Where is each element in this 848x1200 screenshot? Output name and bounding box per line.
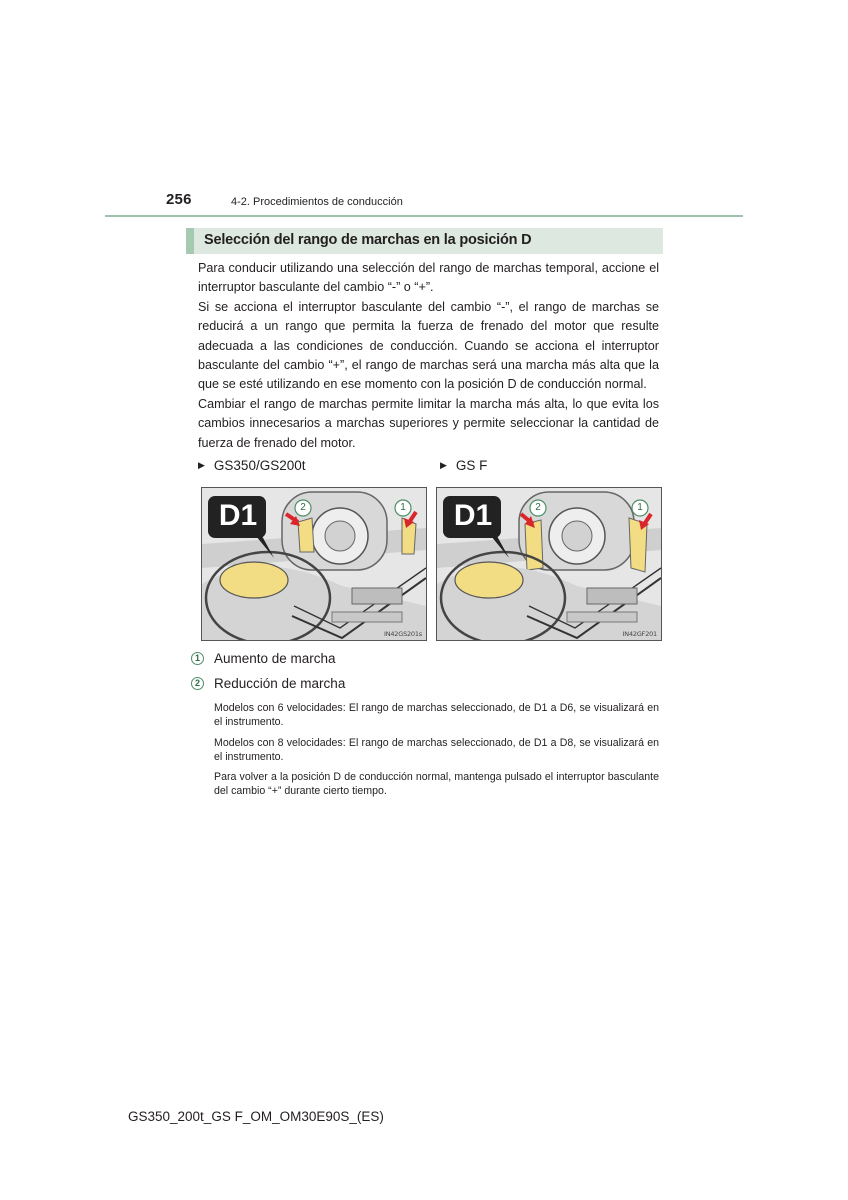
callout-1: 1 (637, 502, 643, 513)
page-number: 256 (166, 191, 192, 208)
callout-2: 2 (535, 502, 541, 513)
body-text (198, 259, 659, 453)
number-circle-icon: 2 (191, 677, 204, 690)
gear-display-d1: D1 (453, 499, 493, 532)
triangle-bullet-icon: ▶ (440, 460, 447, 470)
gear-display-d1: D1 (218, 499, 258, 532)
figure-code: IN42GF201 (622, 630, 657, 638)
figure-label-gs350: ▶ GS350/GS200t (198, 458, 306, 473)
paragraph-3: Cambiar el rango de marchas permite limitar la marcha más alta, lo que evita los cambios innecesarios a marchas superiores y permite seleccionar la cantidad de fuerza de frenado del motor. (198, 396, 659, 450)
paragraph-1: Para conducir utilizando una selección del rango de marchas temporal, accione el interruptor basculante del cambio “-” o “+”. (198, 261, 659, 295)
header-rule (105, 215, 743, 217)
legend-item-downshift (191, 676, 345, 691)
callout-1: 1 (400, 502, 406, 513)
callout-2: 2 (300, 502, 306, 513)
footer-document-code: GS350_200t_GS F_OM_OM30E90S_(ES) (128, 1109, 384, 1124)
note-6-speed: Modelos con 6 velocidades: El rango de marchas seleccionado, de D1 a D6, se visualizará en el instrumento. (214, 702, 659, 728)
section-heading-bar (186, 228, 663, 254)
figure-label-gsf: ▶ GS F (440, 458, 488, 473)
triangle-bullet-icon: ▶ (198, 460, 205, 470)
figure-code: IN42GS201s (383, 630, 422, 638)
paragraph-2: Si se acciona el interruptor basculante del cambio “-”, el rango de marchas se reducirá a un rango que permita la fuerza de frenado del motor que resulte adecuada a las condiciones de conducción. Cuando se acciona el interruptor basculante del cambio “+”, el rango de marchas será una marcha más alta que la que se esté utilizando en ese momento con la posición D de conducción normal. (198, 299, 659, 392)
figure-gsf-steering (436, 487, 662, 641)
section-path: 4-2. Procedimientos de conducción (231, 196, 403, 208)
note-8-speed: Modelos con 8 velocidades: El rango de marchas seleccionado, de D1 a D8, se visualizará en el instrumento. (214, 737, 659, 763)
figure-gs350-steering (201, 487, 427, 641)
legend-text: Reducción de marcha (214, 676, 346, 691)
section-title: Selección del rango de marchas en la posición D (204, 232, 532, 248)
legend-text: Aumento de marcha (214, 651, 336, 666)
note-return-d: Para volver a la posición D de conducción normal, mantenga pulsado el interruptor basculante del cambio “+” durante cierto tiempo. (214, 771, 659, 797)
number-circle-icon: 1 (191, 652, 204, 665)
legend-item-upshift (191, 651, 336, 666)
